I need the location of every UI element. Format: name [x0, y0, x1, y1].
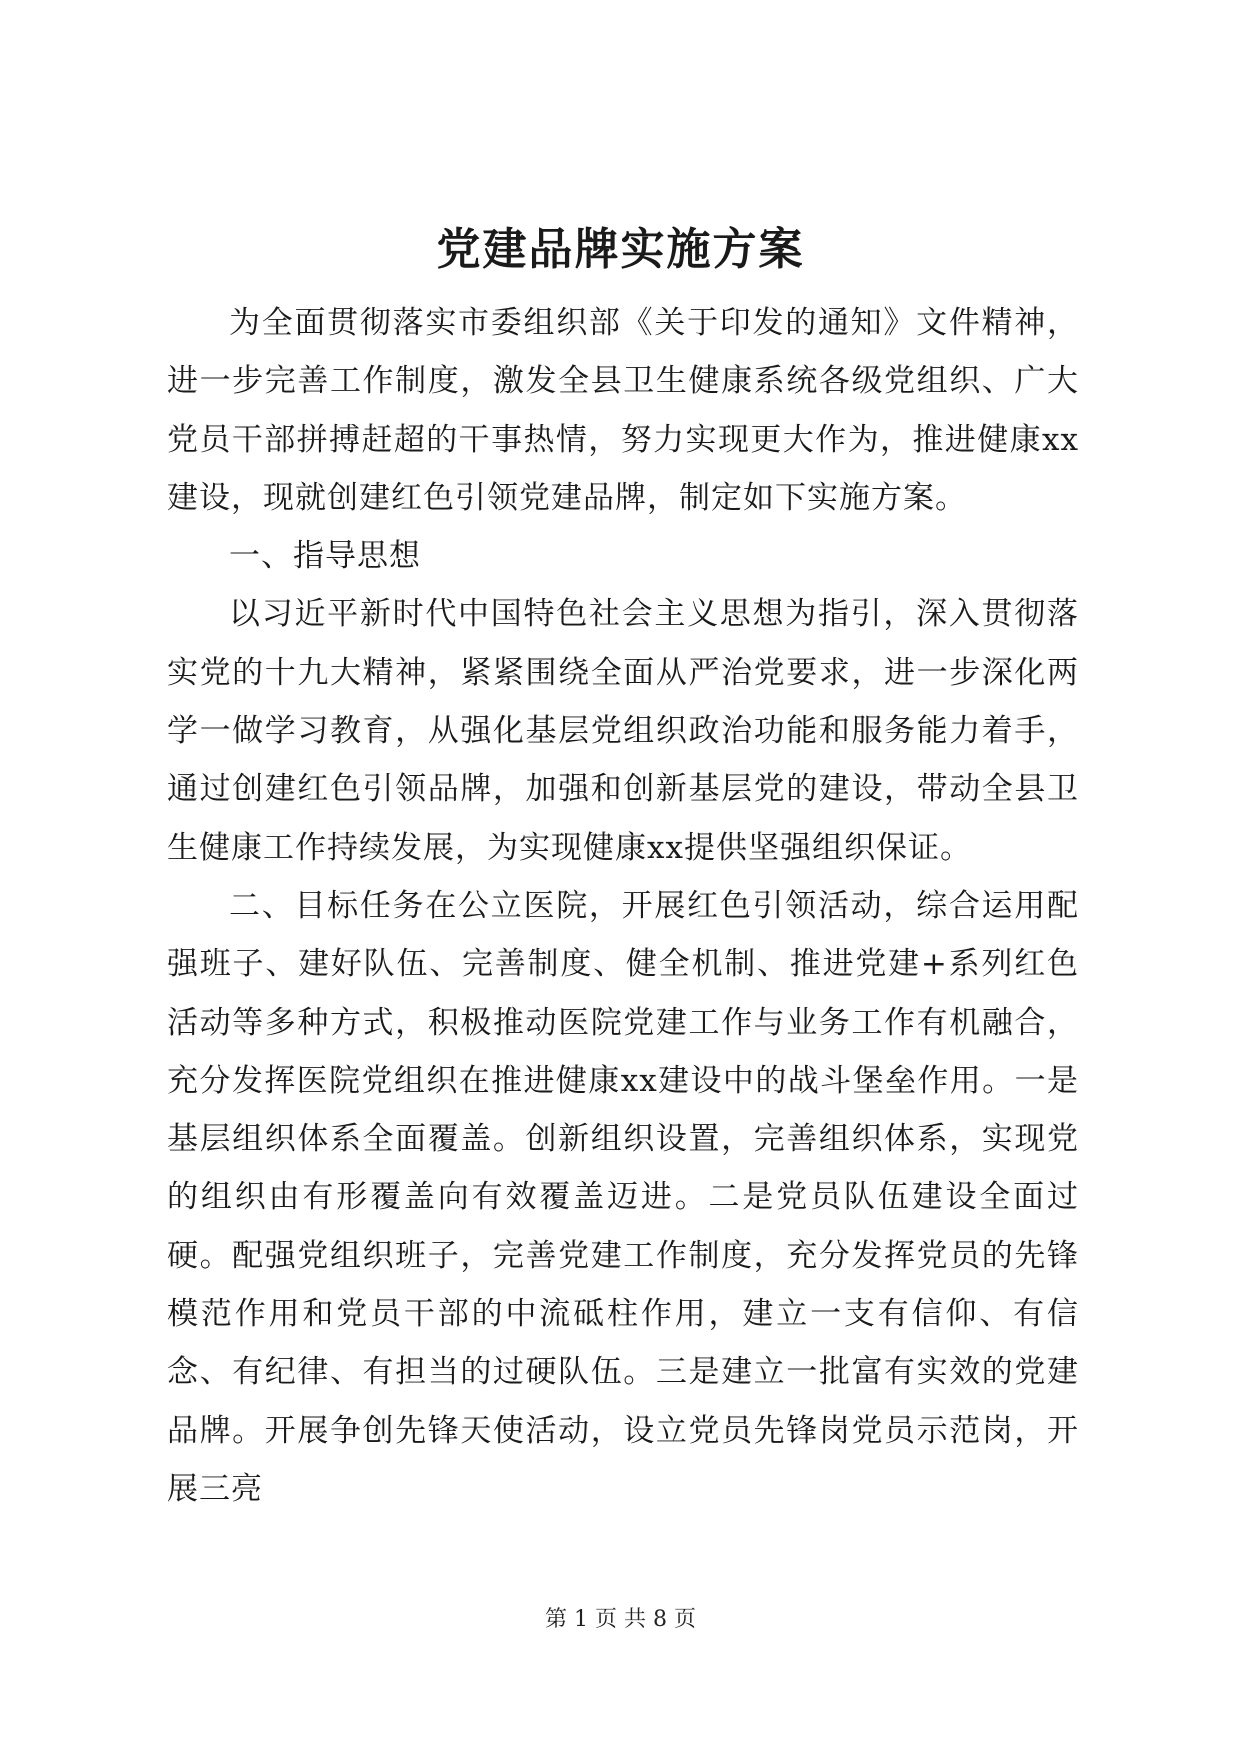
page-number: 第 1 页 共 8 页 [545, 1607, 696, 1632]
section-heading-guiding-ideology: 一、指导思想 [229, 538, 421, 575]
paragraph-goals-tasks: 二、目标任务在公立医院，开展红色引领活动，综合运用配强班子、建好队伍、完善制度、健全机制、推进党建+系列红色活动等多种方式，积极推动医院党建工作与业务工作有机融合，充分发挥医院党组织在推进健康xx建设中的战斗堡垒作用。一是基层组织体系全面覆盖。创新组织设置，完善组织体系，实现党的组织由有形覆盖向有效覆盖迈进。二是党员队伍建设全面过硬。配强党组织班子，完善党建工作制度，充分发挥党员的先锋模范作用和党员干部的中流砥柱作用，建立一支有信仰、有信念、有纪律、有担当的过硬队伍。三是建立一批富有实效的党建品牌。开展争创先锋天使活动，设立党员先锋岗党员示范岗，开展三亮 [167, 887, 1079, 1507]
document-body [167, 294, 1079, 1518]
paragraph-intro: 为全面贯彻落实市委组织部《关于印发的通知》文件精神，进一步完善工作制度，激发全县卫生健康系统各级党组织、广大党员干部拼搏赶超的干事热情，努力实现更大作为，推进健康xx建设，现就创建红色引领党建品牌，制定如下实施方案。 [167, 305, 1079, 516]
document-title: 党建品牌实施方案 [436, 224, 805, 275]
paragraph-guiding-ideology: 以习近平新时代中国特色社会主义思想为指引，深入贯彻落实党的十九大精神，紧紧围绕全面从严治党要求，进一步深化两学一做学习教育，从强化基层党组织政治功能和服务能力着手，通过创建红色引领品牌，加强和创新基层党的建设，带动全县卫生健康工作持续发展，为实现健康xx提供坚强组织保证。 [167, 596, 1079, 866]
